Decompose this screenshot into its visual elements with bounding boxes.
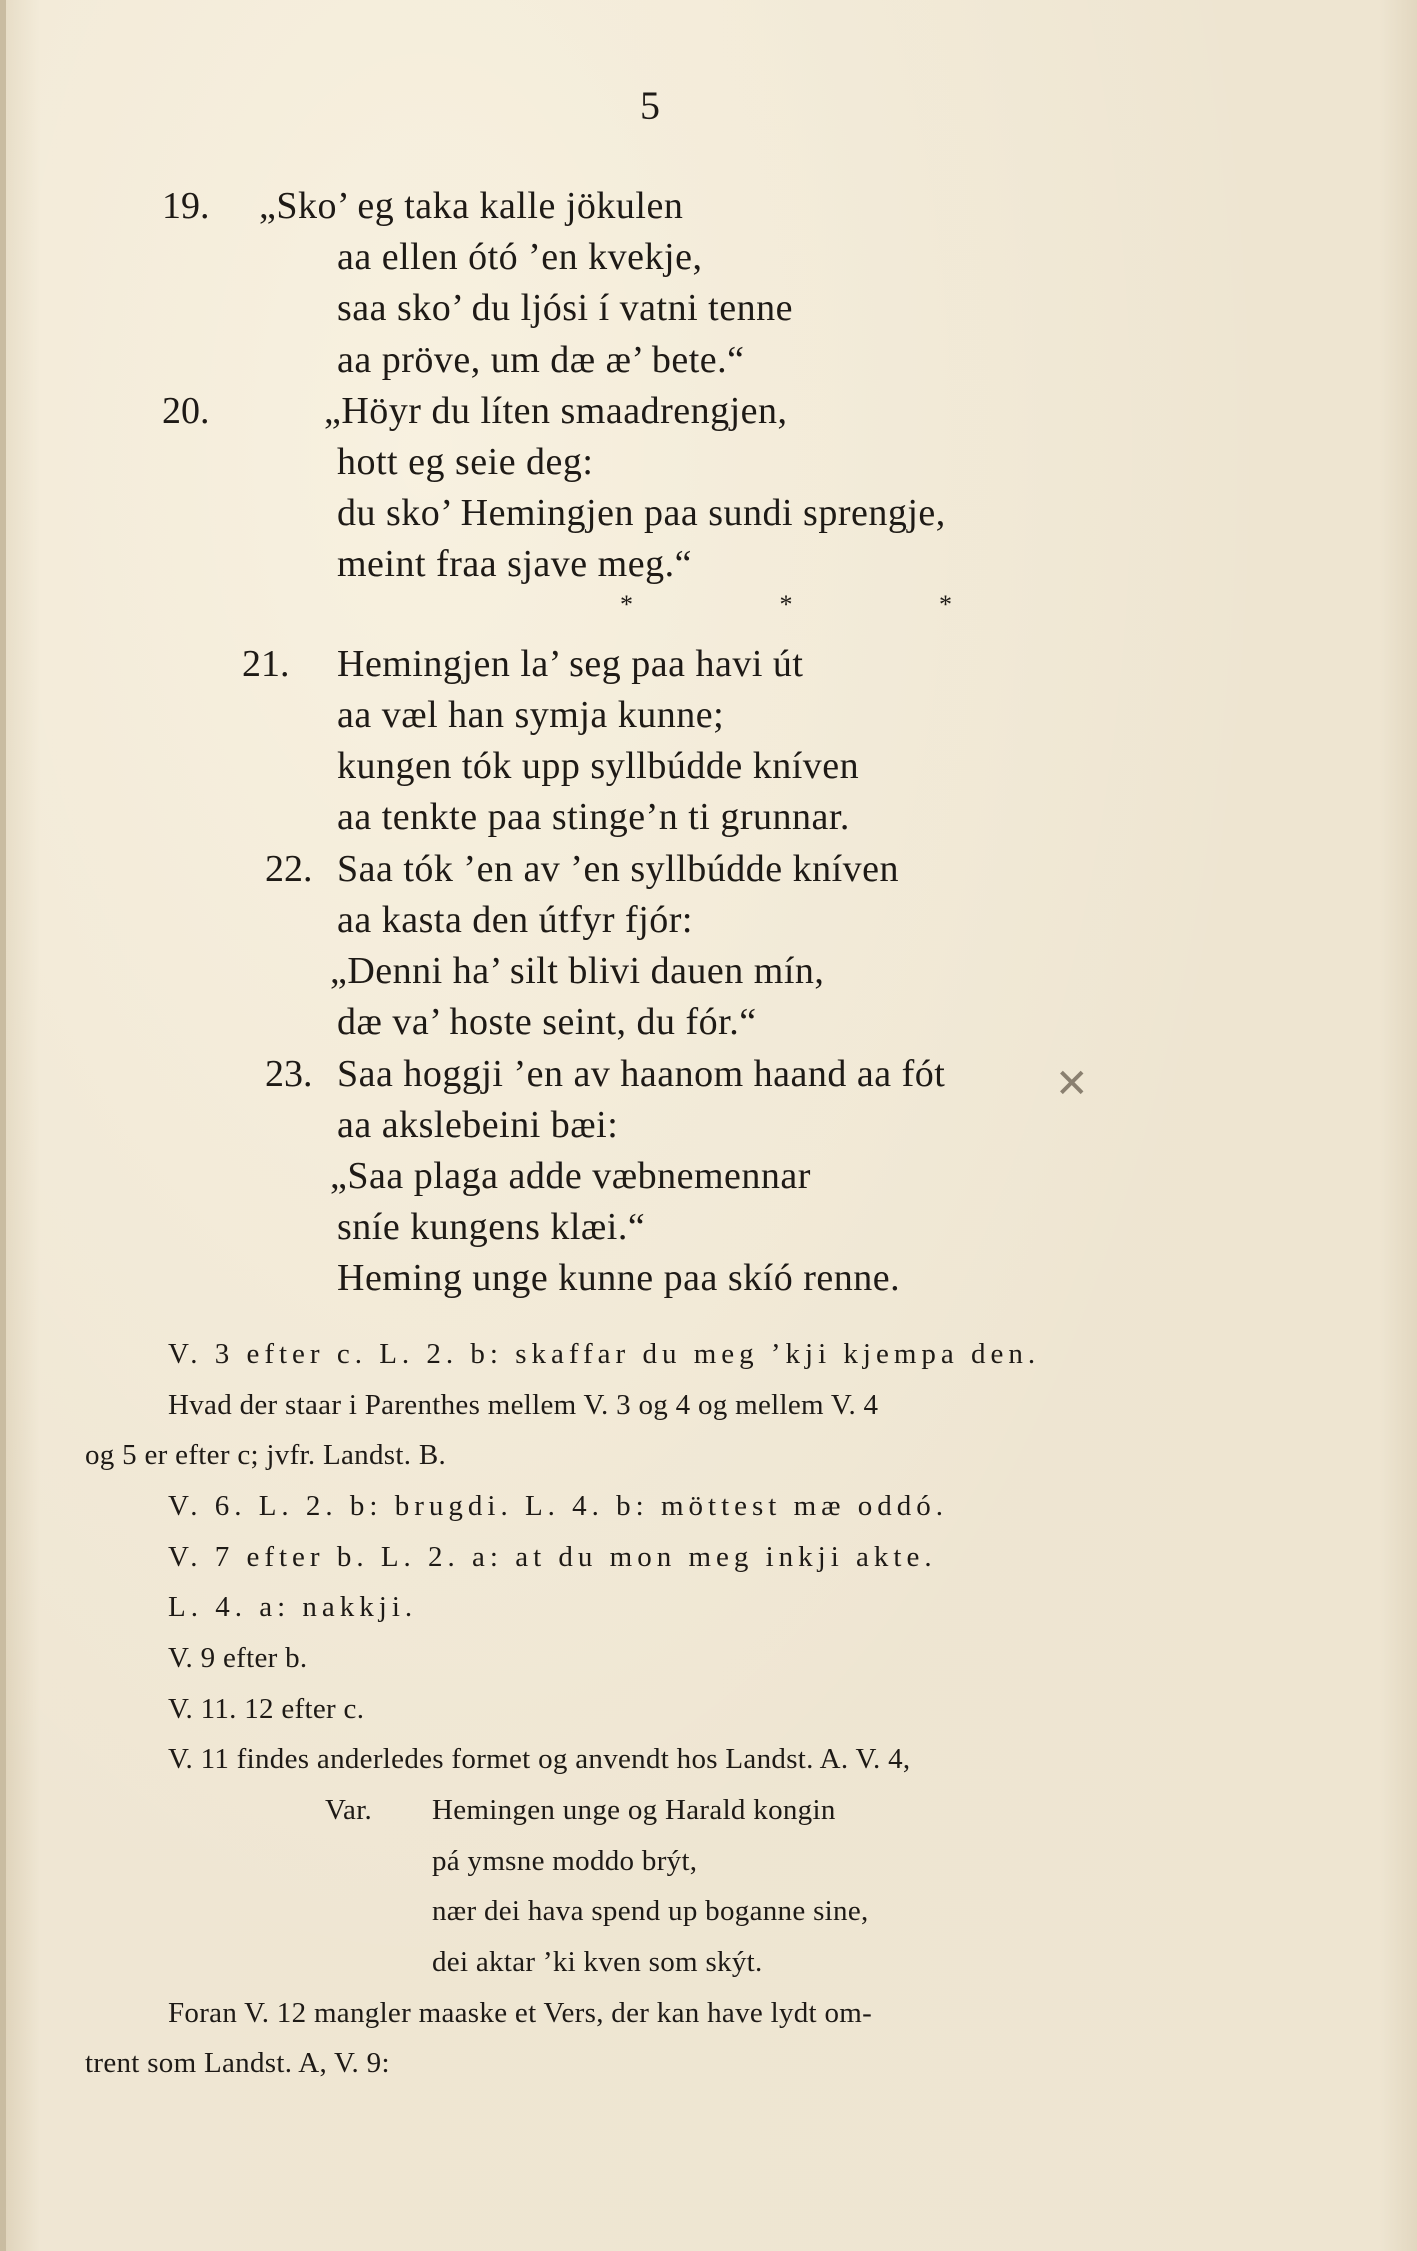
verse-line: sníe kungens klæi.“ [337,1206,646,1248]
verse-line: dæ va’ hoste seint, du fór.“ [337,1001,757,1043]
note-line: og 5 er efter c; jvfr. Landst. B. [85,1439,447,1471]
note-line: Hvad der staar i Parenthes mellem V. 3 og 4 og mellem V. 4 [168,1389,879,1421]
refrain-line: Heming unge kunne paa skíó renne. [337,1257,901,1299]
verse-number: 21. [242,643,290,685]
page-number: 5 [640,83,660,128]
verse-line: kungen tók upp syllbúdde kníven [337,745,860,787]
verse-line: aa tenkte paa stinge’n ti grunnar. [337,796,850,838]
note-line: V. 6. L. 2. b: brugdi. L. 4. b: möttest mæ oddó. [168,1490,948,1522]
verse-line: „Höyr du líten smaadrengjen, [324,390,788,432]
verse-line: aa pröve, um dæ æ’ bete.“ [337,339,745,381]
verse-line: Saa hoggji ’en av haanom haand aa fót [337,1053,946,1095]
variant-line: Hemingen unge og Harald kongin [432,1794,836,1826]
verse-line: aa væl han symja kunne; [337,694,725,736]
note-line: V. 7 efter b. L. 2. a: at du mon meg inkji akte. [168,1541,937,1573]
verse-number: 22. [265,848,313,890]
note-line: V. 11 findes anderledes formet og anvendt hos Landst. A. V. 4, [168,1743,911,1775]
note-line: trent som Landst. A, V. 9: [85,2047,390,2079]
note-line: L. 4. a: nakkji. [168,1591,418,1623]
verse-line: „Sko’ eg taka kalle jökulen [259,185,684,227]
verse-line: hott eg seie deg: [337,441,594,483]
verse-line: du sko’ Hemingjen paa sundi sprengje, [337,492,946,534]
verse-number: 20. [162,390,210,432]
asterism: * * * [620,590,1022,619]
verse-line: Hemingjen la’ seg paa havi út [337,643,804,685]
verse-line: Saa tók ’en av ’en syllbúdde kníven [337,848,900,890]
note-line: V. 11. 12 efter c. [168,1693,365,1725]
verse-line: aa ellen ótó ’en kvekje, [337,236,703,278]
verse-line: „Saa plaga adde væbnemennar [330,1155,811,1197]
note-line: V. 9 efter b. [168,1642,308,1674]
verse-line: saa sko’ du ljósi í vatni tenne [337,287,793,329]
variant-line: pá ymsne moddo brýt, [432,1845,698,1877]
verse-line: „Denni ha’ silt blivi dauen mín, [330,950,825,992]
verse-number: 23. [265,1053,313,1095]
verse-number: 19. [162,185,210,227]
note-line: Foran V. 12 mangler maaske et Vers, der kan have lydt om- [168,1997,873,2029]
verse-line: meint fraa sjave meg.“ [337,543,692,585]
variant-label: Var. [325,1794,373,1826]
verse-line: aa kasta den útfyr fjór: [337,899,693,941]
variant-line: dei aktar ’ki kven som skýt. [432,1946,763,1978]
page-edge [0,0,6,2251]
margin-mark: ✕ [1055,1061,1089,1106]
variant-line: nær dei hava spend up boganne sine, [432,1895,869,1927]
note-line: V. 3 efter c. L. 2. b: skaffar du meg ’kji kjempa den. [168,1338,1041,1370]
verse-line: aa akslebeini bæi: [337,1104,619,1146]
